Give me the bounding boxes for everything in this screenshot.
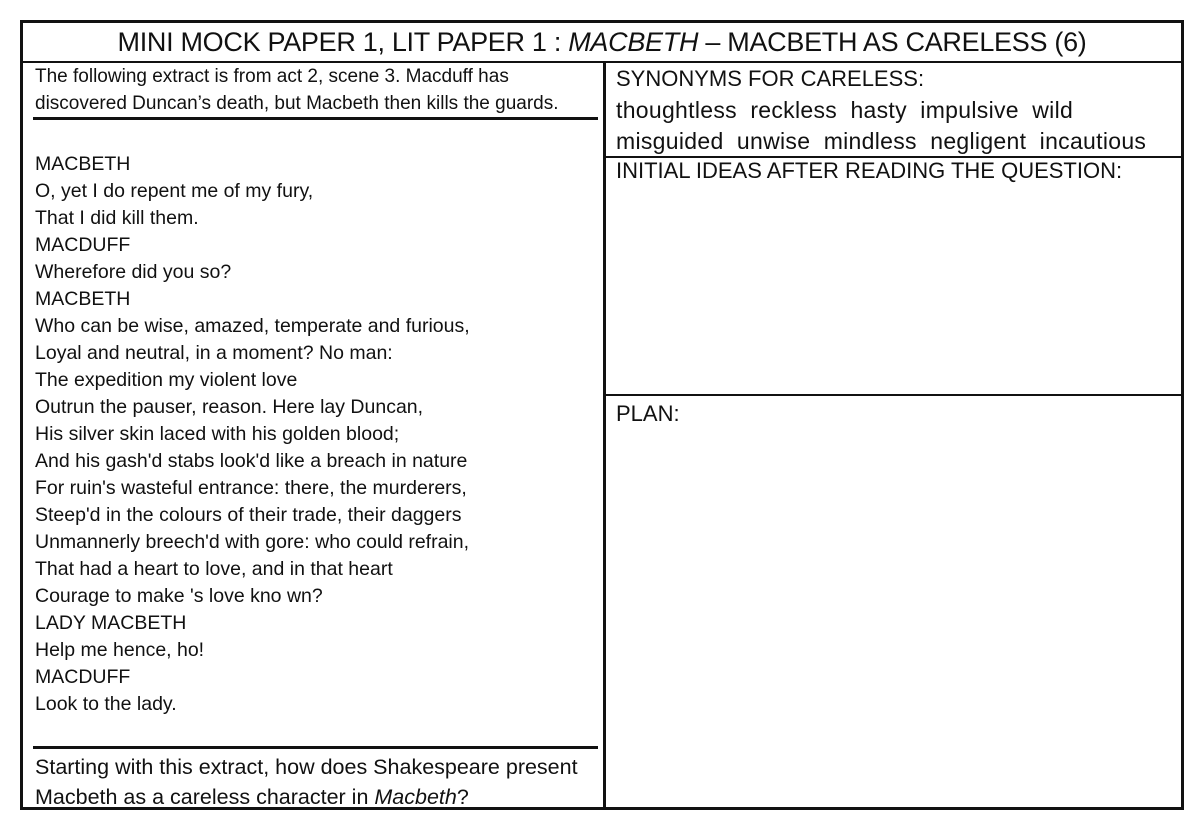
question-line	[35, 782, 600, 812]
plan-heading: PLAN:	[616, 401, 680, 426]
question-mark: ?	[456, 785, 469, 809]
extract-line: That had a heart to love, and in that heart	[35, 558, 393, 580]
extract-line: Loyal and neutral, in a moment? No man:	[35, 342, 393, 364]
plan-box[interactable]	[606, 396, 1181, 807]
extract-line: Who can be wise, amazed, temperate and furious,	[35, 315, 470, 337]
synonyms-box	[606, 61, 1181, 158]
extract-line: That I did kill them.	[35, 207, 199, 229]
speaker: LADY MACBETH	[35, 612, 187, 634]
extract-line: Wherefore did you so?	[35, 261, 232, 283]
notes-column	[606, 61, 1181, 807]
extract-line: Help me hence, ho!	[35, 639, 205, 661]
synonyms-heading: SYNONYMS FOR CARELESS:	[616, 66, 925, 91]
title-play-name: MACBETH	[568, 27, 699, 57]
extract-column	[23, 61, 606, 807]
speaker: MACDUFF	[35, 666, 131, 688]
worksheet	[20, 20, 1184, 810]
divider	[33, 117, 598, 120]
extract-line: Outrun the pauser, reason. Here lay Duncan,	[35, 396, 424, 418]
speaker: MACBETH	[35, 153, 131, 175]
extract-text	[35, 151, 595, 718]
extract-intro	[35, 63, 595, 117]
title-part2: – MACBETH AS CARELESS (6)	[698, 27, 1087, 57]
initial-ideas-heading: INITIAL IDEAS AFTER READING THE QUESTION:	[616, 158, 1123, 183]
exam-question	[35, 752, 600, 812]
extract-line: The expedition my violent love	[35, 369, 298, 391]
extract-line: O, yet I do repent me of my fury,	[35, 180, 314, 202]
extract-line: For ruin's wasteful entrance: there, the murderers,	[35, 477, 467, 499]
synonyms-line: thoughtless reckless hasty impulsive wild	[616, 97, 1074, 123]
title-part1: MINI MOCK PAPER 1, LIT PAPER 1 :	[117, 27, 569, 57]
extract-line: His silver skin laced with his golden blood;	[35, 423, 400, 445]
intro-line: The following extract is from act 2, scene 3. Macduff has	[35, 66, 509, 87]
initial-ideas-box[interactable]	[606, 156, 1181, 396]
synonyms-line: misguided unwise mindless negligent incautious	[616, 128, 1147, 154]
synonyms-list	[616, 95, 1146, 157]
speaker: MACBETH	[35, 288, 131, 310]
speaker: MACDUFF	[35, 234, 131, 256]
divider	[33, 746, 598, 749]
extract-line: And his gash'd stabs look'd like a breach in nature	[35, 450, 468, 472]
extract-line: Steep'd in the colours of their trade, their daggers	[35, 504, 462, 526]
question-play-name: Macbeth	[374, 785, 457, 809]
worksheet-title	[23, 23, 1181, 63]
extract-line: Look to the lady.	[35, 693, 177, 715]
extract-line: Courage to make 's love kno wn?	[35, 585, 323, 607]
question-text: Macbeth as a careless character in	[35, 785, 375, 809]
intro-line: discovered Duncan’s death, but Macbeth then kills the guards.	[35, 93, 559, 114]
extract-line: Unmannerly breech'd with gore: who could refrain,	[35, 531, 470, 553]
question-line: Starting with this extract, how does Shakespeare present	[35, 755, 578, 779]
